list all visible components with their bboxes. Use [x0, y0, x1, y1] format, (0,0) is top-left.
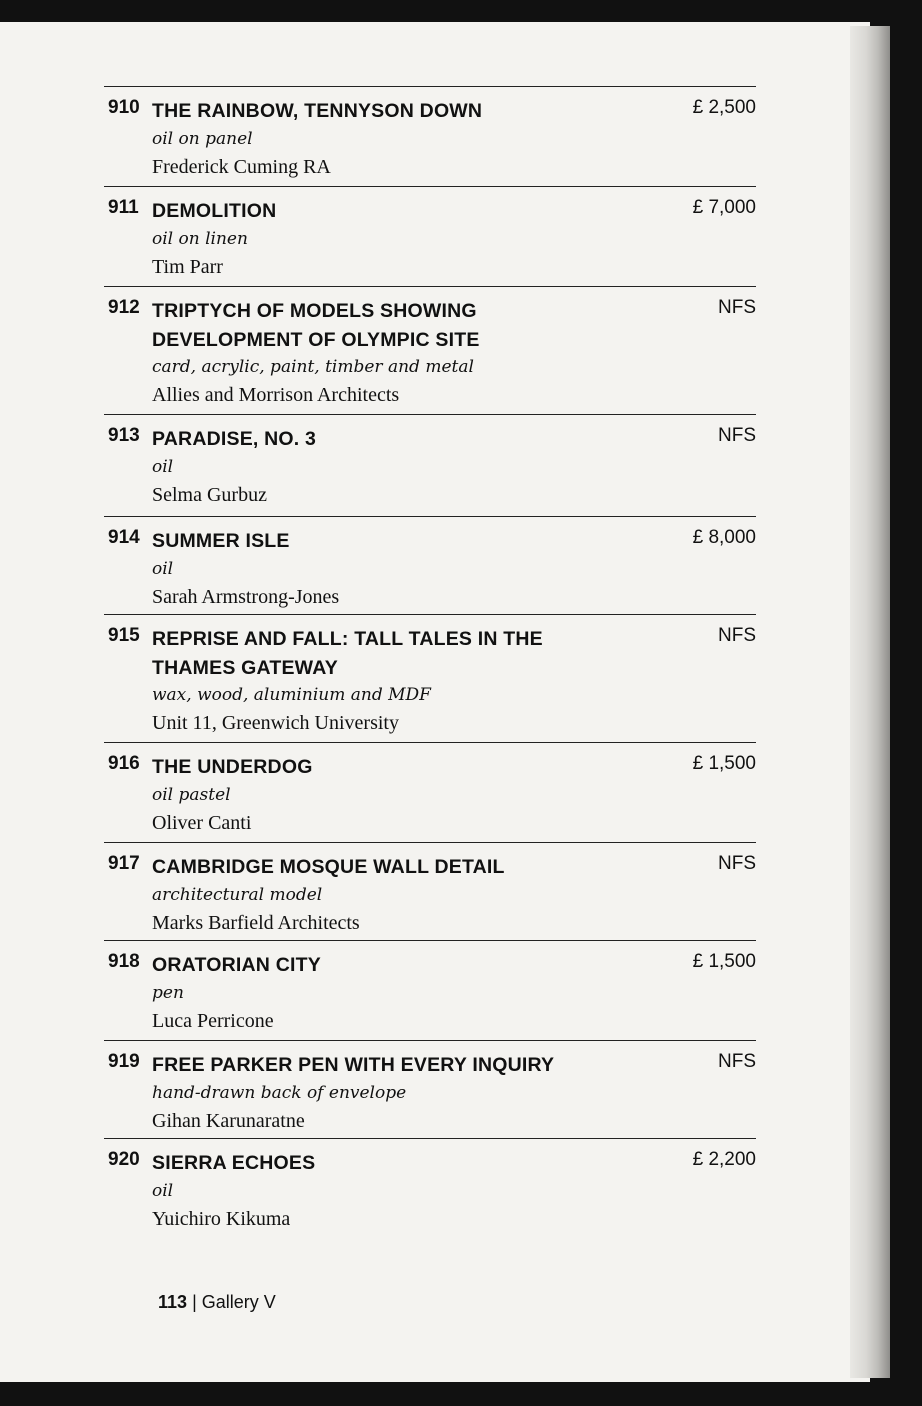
entry-price: £ 2,500: [692, 97, 756, 118]
entry-artist: Allies and Morrison Architects: [152, 384, 400, 406]
entry-medium: oil on panel: [152, 129, 253, 149]
entry-artist: Unit 11, Greenwich University: [152, 712, 399, 734]
entry-number: 910: [108, 97, 140, 118]
entry-number: 915: [108, 625, 140, 646]
entry-artist: Yuichiro Kikuma: [152, 1208, 291, 1230]
entry-price: £ 7,000: [692, 197, 756, 218]
entry-artist: Sarah Armstrong-Jones: [152, 586, 340, 608]
entry-medium: oil on linen: [152, 229, 248, 249]
entry-price: £ 8,000: [692, 527, 756, 548]
footer-separator: |: [192, 1292, 197, 1312]
entry-title: REPRISE AND FALL: TALL TALES IN THE THAMES GATEWAY: [152, 628, 543, 679]
entry-title: PARADISE, NO. 3: [152, 428, 317, 450]
entry-artist: Gihan Karunaratne: [152, 1110, 305, 1132]
entry-number: 911: [108, 197, 139, 218]
entry-title: SIERRA ECHOES: [152, 1152, 316, 1174]
catalogue-entry: [104, 286, 756, 415]
catalogue-entry: [104, 842, 756, 941]
entry-number: 919: [108, 1051, 140, 1072]
catalogue-entry: [104, 742, 756, 843]
catalogue-entry: [104, 516, 756, 615]
entry-number: 918: [108, 951, 140, 972]
entry-artist: Luca Perricone: [152, 1010, 274, 1032]
entry-number: 912: [108, 297, 140, 318]
entry-artist: Marks Barfield Architects: [152, 912, 360, 934]
page-edge: [850, 26, 890, 1378]
entry-title: THE UNDERDOG: [152, 756, 313, 778]
entry-number: 914: [108, 527, 140, 548]
entry-price: NFS: [718, 625, 756, 646]
entry-number: 916: [108, 753, 140, 774]
entry-title: FREE PARKER PEN WITH EVERY INQUIRY: [152, 1054, 555, 1076]
catalogue-entry: [104, 1040, 756, 1139]
entry-artist: Tim Parr: [152, 256, 223, 278]
entry-price: £ 1,500: [692, 753, 756, 774]
entry-title: DEMOLITION: [152, 200, 277, 222]
entry-medium: pen: [152, 983, 184, 1003]
entry-price: £ 1,500: [692, 951, 756, 972]
entry-price: £ 2,200: [692, 1149, 756, 1170]
entry-number: 913: [108, 425, 140, 446]
page-footer: [158, 1292, 276, 1313]
entry-medium: oil: [152, 1181, 174, 1201]
entry-price: NFS: [718, 425, 756, 446]
entry-number: 920: [108, 1149, 140, 1170]
entry-title: TRIPTYCH OF MODELS SHOWING DEVELOPMENT OF OLYMPIC SITE: [152, 300, 480, 351]
entry-number: 917: [108, 853, 140, 874]
entry-medium: oil: [152, 457, 174, 477]
entry-medium: card, acrylic, paint, timber and metal: [152, 357, 474, 377]
catalogue-entry: [104, 414, 756, 517]
section-name: Gallery V: [201, 1292, 276, 1312]
entry-title: ORATORIAN CITY: [152, 954, 321, 976]
catalogue-entry: [104, 86, 756, 187]
entry-price: NFS: [718, 853, 756, 874]
entry-title: THE RAINBOW, TENNYSON DOWN: [152, 100, 483, 122]
entry-medium: hand-drawn back of envelope: [152, 1083, 407, 1103]
page-number: 113: [158, 1292, 188, 1312]
entry-title: SUMMER ISLE: [152, 530, 290, 552]
catalogue-entry: [104, 186, 756, 287]
entry-medium: oil pastel: [152, 785, 231, 805]
entry-artist: Frederick Cuming RA: [152, 156, 331, 178]
entry-medium: oil: [152, 559, 174, 579]
entry-title: CAMBRIDGE MOSQUE WALL DETAIL: [152, 856, 505, 878]
catalogue-entry: [104, 1138, 756, 1239]
entry-medium: wax, wood, aluminium and MDF: [152, 685, 431, 705]
catalogue-entry: [104, 940, 756, 1041]
entry-price: NFS: [718, 297, 756, 318]
entry-medium: architectural model: [152, 885, 323, 905]
catalogue-entry: [104, 614, 756, 743]
entry-artist: Selma Gurbuz: [152, 484, 267, 506]
entry-price: NFS: [718, 1051, 756, 1072]
entry-artist: Oliver Canti: [152, 812, 252, 834]
